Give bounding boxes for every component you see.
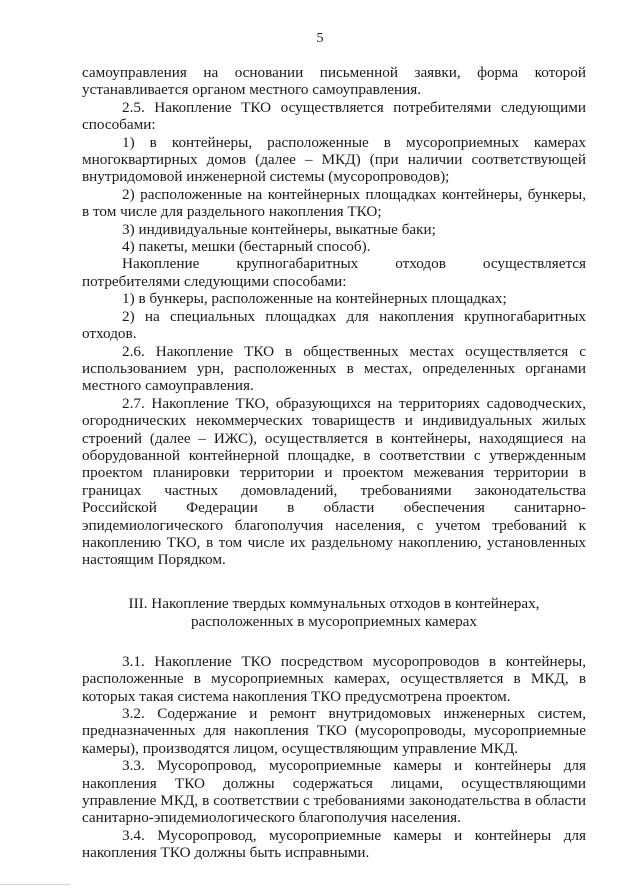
- paragraph: 3.4. Мусоропровод, мусороприемные камеры и контейнеры для накопления ТКО должны быть исправными.: [82, 826, 586, 862]
- paragraph: 3.3. Мусоропровод, мусороприемные камеры и контейнеры для накопления ТКО должны содержаться лицами, осуществляющими управление МКД, в соответствии с требованиями законодательства в области санитарно-эпидемиологического благополучия населения.: [82, 757, 586, 827]
- paragraph: 4) пакеты, мешки (бестарный способ).: [122, 238, 371, 256]
- paragraph: 3) индивидуальные контейнеры, выкатные баки;: [122, 220, 436, 238]
- scan-edge-mark: [0, 884, 70, 885]
- paragraphs-before-section: [82, 64, 586, 569]
- paragraph: 1) в контейнеры, расположенные в мусороприемных камерах многоквартирных домов (далее – МКД) (при наличии соответствующей внутридомовой инженерной системы (мусоропроводов);: [82, 133, 586, 186]
- paragraph: 2.6. Накопление ТКО в общественных местах осуществляется с использованием урн, расположенных в местах, определенных органами местного самоуправления.: [82, 342, 586, 395]
- paragraph: 2.7. Накопление ТКО, образующихся на территориях садоводческих, огороднических некоммерческих товариществ и индивидуальных жилых строений (далее – ИЖС), осуществляется в контейнеры, находящиеся на оборудованной контейнерной площадке, в соответствии с утвержденным проектом планировки территории и проектом межевания территории в границах частных домовладений, требованиями законодательства Российской Федерации в области обеспечения санитарно-эпидемиологического благополучия населения, с учетом требований к накоплению ТКО, в том числе их раздельному накоплению, установленных настоящим Порядком.: [82, 394, 586, 569]
- section-heading-line-2: расположенных в мусороприемных камерах: [190, 612, 478, 630]
- paragraph: 2.5. Накопление ТКО осуществляется потребителями следующими способами:: [82, 98, 586, 134]
- section-heading: [82, 595, 586, 631]
- paragraph: самоуправления на основании письменной заявки, форма которой устанавливается органом местного самоуправления.: [82, 64, 586, 99]
- document-body: [82, 64, 586, 862]
- page-number: 5: [316, 31, 324, 46]
- paragraph: 1) в бункеры, расположенные на контейнерных площадках;: [122, 290, 507, 308]
- paragraph: 3.1. Накопление ТКО посредством мусоропроводов в контейнеры, расположенные в мусороприемных камерах, осуществляется в МКД, в которых такая система накопления ТКО предусмотрена проектом.: [82, 652, 586, 705]
- paragraph: 3.2. Содержание и ремонт внутридомовых инженерных систем, предназначенных для накопления ТКО (мусоропроводы, мусороприемные камеры), производятся лицом, осуществляющим управление МКД.: [82, 705, 586, 757]
- paragraph: 2) на специальных площадках для накопления крупногабаритных отходов.: [82, 307, 586, 343]
- paragraph: Накопление крупногабаритных отходов осуществляется потребителями следующими способами:: [82, 255, 586, 290]
- paragraph: 2) расположенные на контейнерных площадках контейнеры, бункеры, в том числе для раздельного накопления ТКО;: [82, 185, 586, 221]
- paragraphs-after-section: [82, 653, 586, 862]
- section-heading-line-1: III. Накопление твердых коммунальных отходов в контейнерах,: [128, 594, 540, 612]
